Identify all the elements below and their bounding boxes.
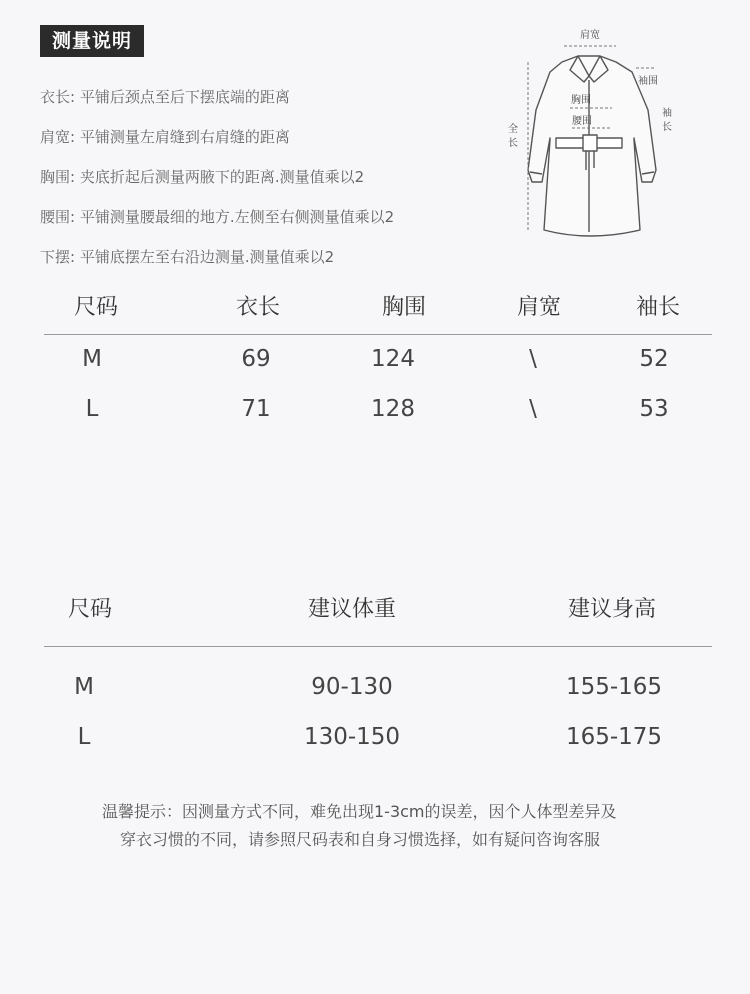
notice-line-2: 穿衣习惯的不同，请参照尺码表和自身习惯选择，如有疑问咨询客服 <box>120 830 601 849</box>
notice-line-1: 温馨提示：因测量方式不同，难免出现1-3cm的误差，因个人体型差异及 <box>102 802 617 821</box>
instruction-length: 衣长: 平铺后颈点至后下摆底端的距离 <box>40 88 290 106</box>
instruction-shoulder: 肩宽: 平铺测量左肩缝到右肩缝的距离 <box>40 128 290 146</box>
cell-size: L <box>77 724 91 750</box>
size-table-header <box>44 290 712 335</box>
cell-length: 71 <box>241 396 271 422</box>
section-title: 测量说明 <box>40 25 144 57</box>
table-row <box>44 341 712 391</box>
label-sleeve-1: 袖 <box>662 108 672 119</box>
cell-chest: 124 <box>371 346 415 372</box>
measurement-instructions <box>40 86 394 286</box>
cell-length: 69 <box>241 346 271 372</box>
header-size: 尺码 <box>67 597 113 622</box>
label-cuff: 袖围 <box>638 76 658 87</box>
size-table <box>44 290 712 441</box>
fit-table-header <box>44 590 712 647</box>
header-shoulder: 肩宽 <box>516 295 562 320</box>
instruction-chest: 胸围: 夹底折起后测量两腋下的距离.测量值乘以2 <box>40 168 365 186</box>
header-size: 尺码 <box>73 295 119 320</box>
cell-sleeve: 53 <box>639 396 669 422</box>
cell-size: M <box>74 674 94 700</box>
cell-sleeve: 52 <box>639 346 669 372</box>
header-height: 建议身高 <box>567 597 657 622</box>
cell-height: 155-165 <box>565 674 663 700</box>
header-sleeve: 袖长 <box>635 295 681 320</box>
fit-table <box>44 590 712 767</box>
header-weight: 建议体重 <box>307 597 397 622</box>
cell-weight: 130-150 <box>303 724 401 750</box>
cell-chest: 128 <box>371 396 415 422</box>
coat-diagram <box>500 20 670 245</box>
cell-weight: 90-130 <box>311 674 393 700</box>
cell-size: L <box>85 396 99 422</box>
label-shoulder: 肩宽 <box>580 30 600 41</box>
label-sleeve-2: 长 <box>662 122 672 133</box>
header-chest: 胸围 <box>381 295 427 320</box>
cell-size: M <box>82 346 102 372</box>
header-length: 衣长 <box>235 295 281 320</box>
cell-shoulder: \ <box>529 396 537 422</box>
label-length-1: 全 <box>508 124 518 135</box>
table-row <box>44 391 712 441</box>
label-waist: 腰围 <box>572 116 592 127</box>
table-row <box>44 717 712 767</box>
instruction-hem: 下摆: 平铺底摆左至右沿边测量.测量值乘以2 <box>40 248 335 266</box>
table-row <box>44 667 712 717</box>
label-chest: 胸围 <box>571 95 591 106</box>
cell-height: 165-175 <box>565 724 663 750</box>
cell-shoulder: \ <box>529 346 537 372</box>
instruction-waist: 腰围: 平铺测量腰最细的地方.左侧至右侧测量值乘以2 <box>40 208 395 226</box>
notice <box>0 798 750 854</box>
label-length-2: 长 <box>508 138 518 149</box>
